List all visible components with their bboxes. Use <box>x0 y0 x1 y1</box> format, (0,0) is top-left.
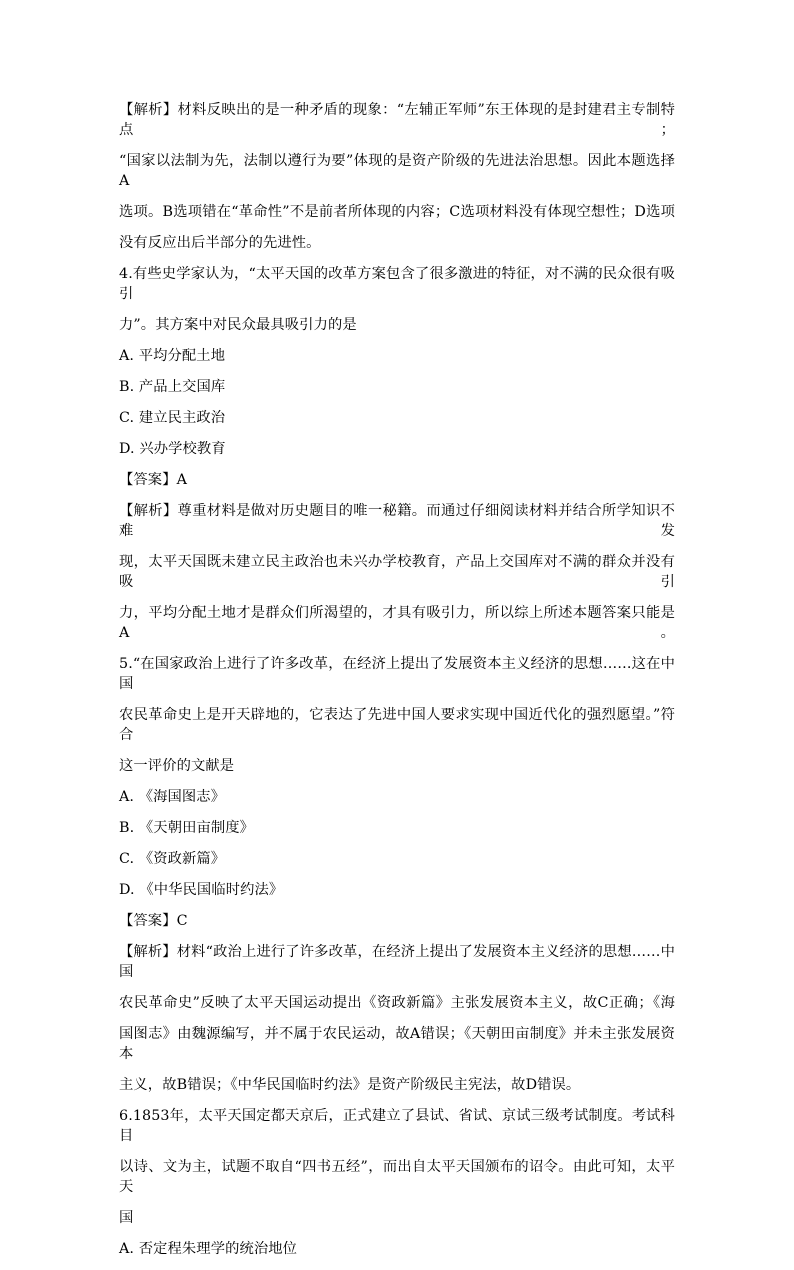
text-line: 这一评价的文献是 <box>119 758 235 774</box>
option-c: C. 建立民主政治 <box>119 410 226 426</box>
text-line: 没有反应出后半部分的先进性。 <box>119 235 321 251</box>
option-b: B. 《天朝田亩制度》 <box>119 820 255 836</box>
option-c: C. 《资政新篇》 <box>119 851 226 867</box>
text-line: 主义，故B错误；《中华民国临时约法》是资产阶级民主宪法，故D错误。 <box>119 1077 581 1093</box>
answer-label: 【答案】A <box>119 472 188 488</box>
text-line: “国家以法制为先，法制以遵行为要”体现的是资产阶级的先进法治思想。因此本题选择A <box>119 153 675 189</box>
text-line: 选项。B选项错在“革命性”不是前者所体现的内容；C选项材料没有体现空想性；D选项 <box>119 204 675 220</box>
question-5-stem: 5.“在国家政治上进行了许多改革，在经济上提出了发展资本主义经济的思想……这在中国 <box>119 656 675 692</box>
question-6-stem: 6.1853年，太平天国定都天京后，正式建立了县试、省试、京试三级考试制度。考试科目 <box>119 1108 675 1144</box>
text-line: 【解析】尊重材料是做对历史题目的唯一秘籍。而通过仔细阅读材料并结合所学知识不难发 <box>119 503 675 539</box>
text-line: 国图志》由魏源编写，并不属于农民运动，故A错误；《天朝田亩制度》并未主张发展资本 <box>119 1026 675 1062</box>
document-page <box>119 100 675 1270</box>
option-a: A. 否定程朱理学的统治地位 <box>119 1241 298 1257</box>
text-line: 【解析】材料反映出的是一种矛盾的现象：“左辅正军师”东王体现的是封建君主专制特点； <box>119 102 675 138</box>
text-line: 【解析】材料“政治上进行了许多改革，在经济上提出了发展资本主义经济的思想……中国 <box>119 944 675 980</box>
text-line: 农民革命史上是开天辟地的，它表达了先进中国人要求实现中国近代化的强烈愿望。”符合 <box>119 707 675 743</box>
text-line: 农民革命史”反映了太平天国运动提出《资政新篇》主张发展资本主义，故C正确；《海 <box>119 995 675 1011</box>
option-d: D. 兴办学校教育 <box>119 441 226 457</box>
option-b: B. 产品上交国库 <box>119 379 226 395</box>
text-line: 力，平均分配土地才是群众们所渴望的，才具有吸引力，所以综上所述本题答案只能是A。 <box>119 605 675 641</box>
text-line: 国 <box>119 1210 134 1226</box>
text-line: 现，太平天国既未建立民主政治也未兴办学校教育，产品上交国库对不满的群众并没有吸引 <box>119 554 675 590</box>
answer-label: 【答案】C <box>119 913 188 929</box>
text-line: 力”。其方案中对民众最具吸引力的是 <box>119 317 357 333</box>
option-d: D. 《中华民国临时约法》 <box>119 882 284 898</box>
text-line: 以诗、文为主，试题不取自“四书五经”，而出自太平天国颁布的诏令。由此可知，太平天 <box>119 1159 675 1195</box>
option-a: A. 《海国图志》 <box>119 789 226 805</box>
question-4-stem: 4.有些史学家认为，“太平天国的改革方案包含了很多激进的特征，对不满的民众很有吸引 <box>119 266 675 302</box>
option-a: A. 平均分配土地 <box>119 348 226 364</box>
